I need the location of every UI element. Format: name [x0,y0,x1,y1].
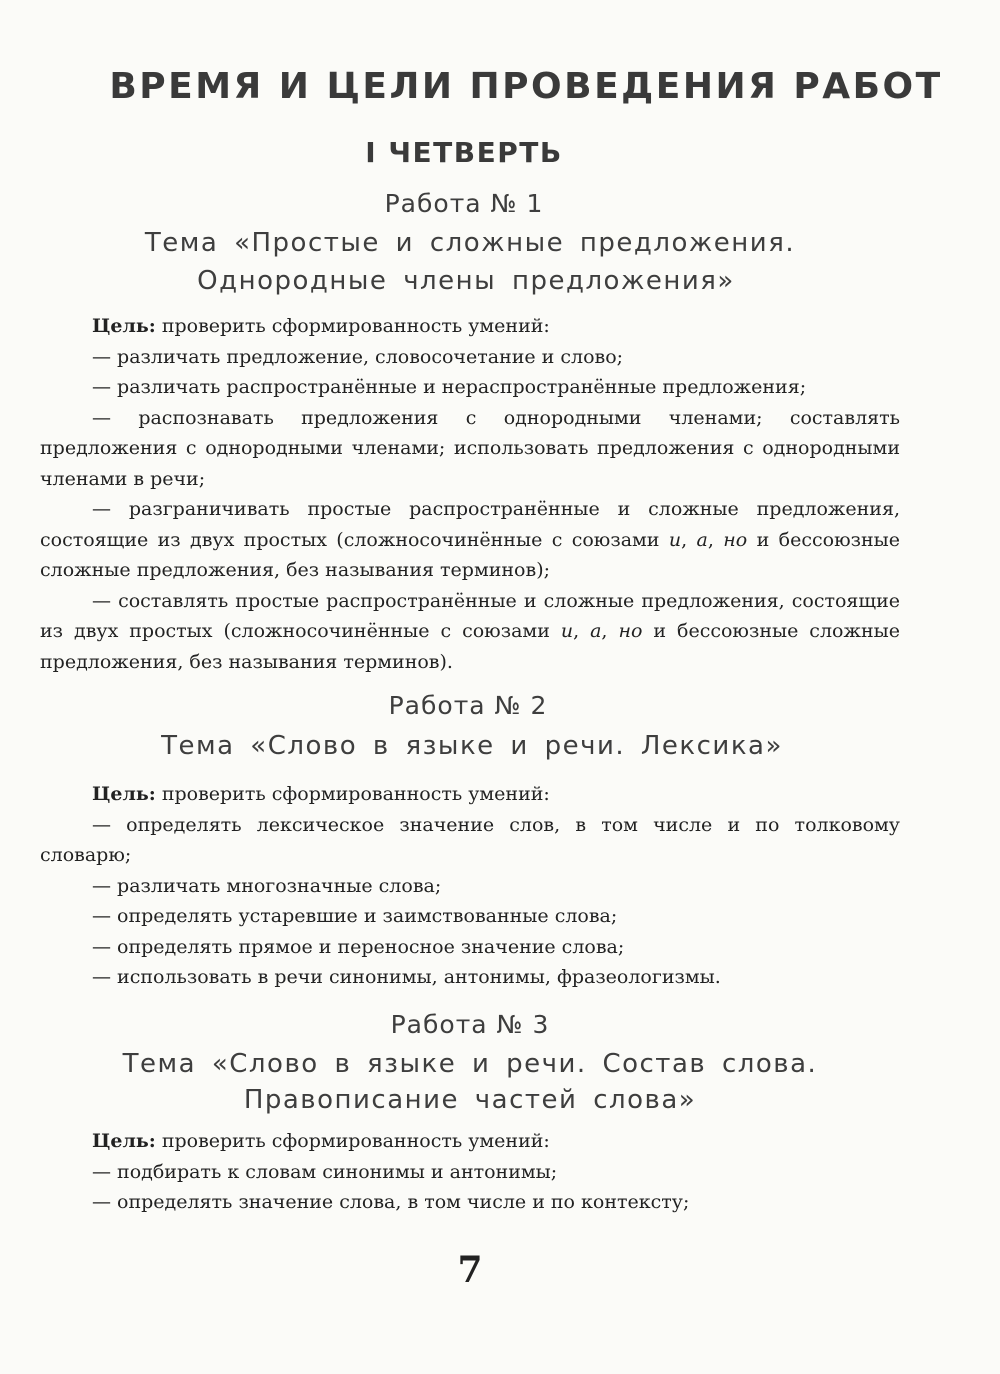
goal-intro [40,1126,900,1157]
item-text: и бессоюзные сложные предложения, без называния терминов). [40,620,900,673]
item-text: — разграничивать простые распространённые и сложные предложения, состоящие из двух простых (сложносочинённые с союзами [40,498,900,551]
goal-label: Цель: [92,1130,156,1152]
item-text: и бессоюзные сложные предложения, без называния терминов); [40,528,900,581]
list-item: — составлять простые распространённые и сложные предложения, состоящие из двух простых (сложносочинённые с союзами и, а, но и бессоюзные сложные предложения, без называния терминов). [40,589,900,673]
conjunction: но [723,528,748,551]
goal-intro-text: проверить сформированность умений: [161,1130,550,1152]
goal-intro [40,311,900,342]
list-item: — подбирать к словам синонимы и антонимы; [92,1160,558,1183]
work-1-goals [40,311,900,677]
work-1-title: Работа № 1 [384,189,544,218]
goal-intro-text: проверить сформированность умений: [161,315,550,337]
goal-label: Цель: [92,315,156,337]
page-number: 7 [457,1249,483,1291]
goal-label: Цель: [92,783,156,805]
list-item: — определять прямое и переносное значение слова; [92,935,625,958]
work-2-topic-line-1: Тема «Слово в языке и речи. Лексика» [161,731,783,761]
list-item: — различать предложение, словосочетание и слово; [92,345,624,368]
list-item: — различать распространённые и нераспространённые предложения; [92,376,807,398]
conjunction: а [590,620,602,642]
conjunction: и [560,620,574,642]
conjunction: и [668,528,682,551]
work-3-goals [40,1126,900,1218]
list-item: — разграничивать простые распространённые и сложные предложения, состоящие из двух простых (сложносочинённые с союзами и, а, но и бессоюзные сложные предложения, без называния терминов); [40,498,900,581]
work-1-topic-line-2: Однородные члены предложения» [197,266,735,296]
work-1-topic-line-1: Тема «Простые и сложные предложения. [144,228,796,258]
list-item: — распознавать предложения с однородными членами; составлять предложения с однородными членами; использовать предложения с однородными членами в речи; [40,406,900,490]
work-2-title: Работа № 2 [388,691,548,720]
work-2-goals [40,779,900,993]
list-item: — различать многозначные слова; [92,874,442,897]
page-title: ВРЕМЯ И ЦЕЛИ ПРОВЕДЕНИЯ РАБОТ [109,66,943,107]
goal-intro [40,779,900,810]
quarter-heading: I ЧЕТВЕРТЬ [365,136,563,169]
list-item: — определять устаревшие и заимствованные слова; [92,905,618,927]
work-3-topic-line-2: Правописание частей слова» [243,1085,697,1115]
list-item: — определять значение слова, в том числе и по контексту; [92,1191,690,1213]
list-item: — определять лексическое значение слов, в том числе и по толковому словарю; [40,813,900,866]
conjunction: а [696,528,708,551]
goal-intro-text: проверить сформированность умений: [161,783,550,805]
work-3-title: Работа № 3 [390,1010,550,1039]
item-text: — составлять простые распространённые и сложные предложения, состоящие из двух простых (сложносочинённые с союзами [40,589,900,642]
conjunction: но [618,620,643,642]
work-3-topic-line-1: Тема «Слово в языке и речи. Состав слова. [122,1049,818,1079]
list-item: — использовать в речи синонимы, антонимы, фразеологизмы. [92,966,721,988]
